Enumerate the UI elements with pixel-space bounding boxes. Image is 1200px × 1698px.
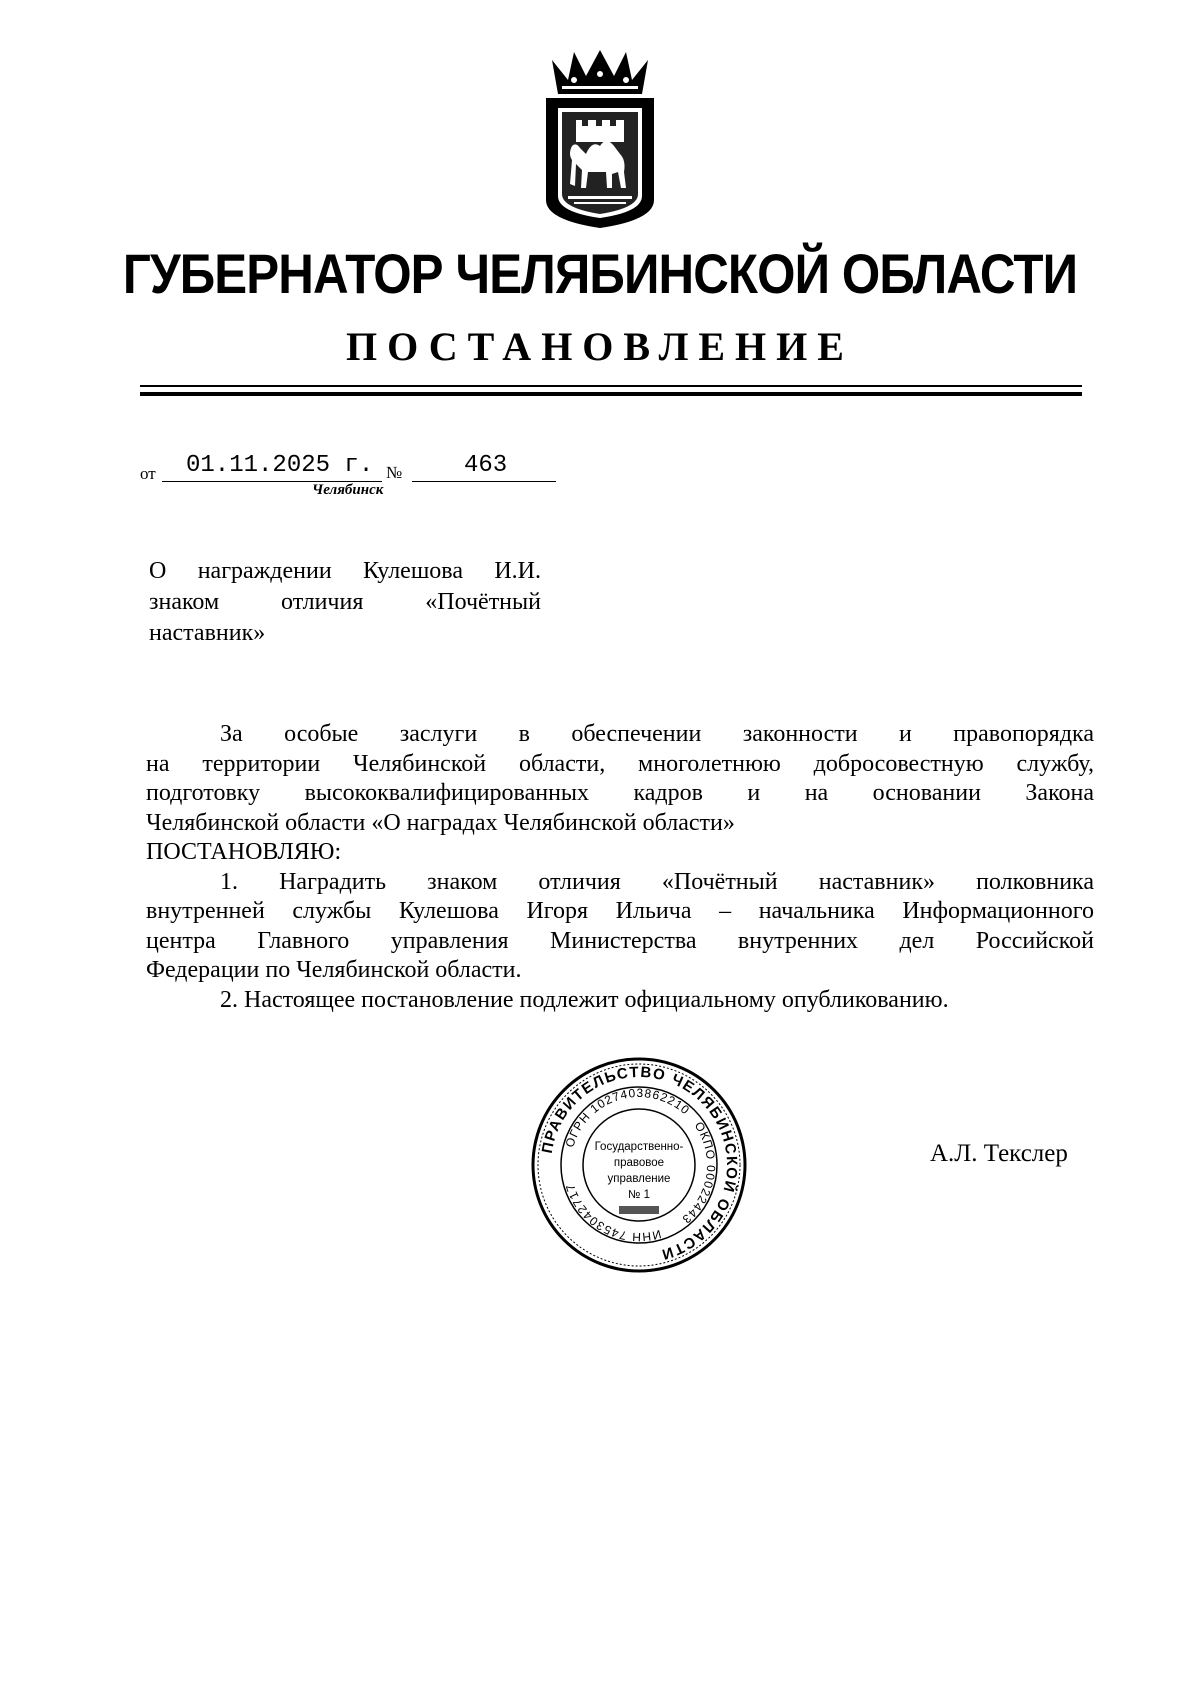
- number-underline: [412, 481, 556, 482]
- decree-word: [146, 838, 1094, 868]
- preamble-line: подготовку высококвалифицированных кадров и на основании Закона: [146, 780, 1094, 806]
- official-seal: [528, 1054, 750, 1276]
- preamble-line: Челябинской области «О наградах Челябинской области»: [146, 809, 735, 836]
- seal-center-line: управление: [607, 1173, 671, 1185]
- item-1-paragraph: [146, 868, 1094, 986]
- seal-center-line: № 1: [628, 1189, 650, 1201]
- item-1-line: Федерации по Челябинской области.: [146, 957, 522, 983]
- subject-line: О награждении Кулешова И.И.: [149, 558, 541, 584]
- item-1-line: центра Главного управления Министерства внутренних дел Российской: [146, 927, 1094, 954]
- item-1-line: внутренней службы Кулешова Игоря Ильича – начальника Информационного: [146, 898, 1094, 924]
- number-prefix: №: [386, 463, 403, 482]
- item-1-line: 1. Наградить знаком отличия «Почётный наставник» полковника: [220, 868, 1094, 895]
- seal-ogrn: ОГРН 1027403862210: [562, 1085, 693, 1150]
- signatory-name: А.Л. Текслер: [930, 1140, 1068, 1167]
- item-2-paragraph: [146, 986, 1094, 1016]
- decree-word-text: ПОСТАНОВЛЯЮ:: [146, 839, 342, 865]
- preamble-paragraph: [146, 720, 1094, 838]
- document-date: 01.11.2025 г.: [186, 452, 374, 479]
- issuing-authority: ГУБЕРНАТОР ЧЕЛЯБИНСКОЙ ОБЛАСТИ: [122, 242, 1078, 305]
- preamble-line: За особые заслуги в обеспечении законности и правопорядка: [220, 721, 1094, 747]
- document-type: ПОСТАНОВЛЕНИЕ: [346, 324, 854, 369]
- header-divider-thin: [140, 385, 1082, 387]
- seal-emblem-mark: [619, 1206, 659, 1214]
- issue-city: Челябинск: [312, 482, 384, 498]
- coat-of-arms-icon: [538, 50, 662, 230]
- preamble-line: на территории Челябинской области, многолетнюю добросовестную службу,: [146, 750, 1094, 777]
- item-2-line: 2. Настоящее постановление подлежит официальному опубликованию.: [220, 986, 949, 1013]
- seal-okpo: ОКПО 00022443: [679, 1119, 719, 1227]
- seal-outer-text: ПРАВИТЕЛЬСТВО ЧЕЛЯБИНСКОЙ ОБЛАСТИ: [538, 1063, 741, 1264]
- date-prefix: от: [140, 464, 156, 483]
- seal-inn: ИНН 7453042717: [562, 1181, 663, 1245]
- seal-center-line: Государственно-: [594, 1141, 684, 1153]
- seal-center-line: правовое: [613, 1157, 665, 1169]
- document-number: 463: [464, 452, 508, 479]
- header-divider-thick: [140, 392, 1082, 396]
- subject-line: знаком отличия «Почётный: [149, 589, 541, 615]
- document-body: [146, 720, 1094, 1015]
- document-subject: [149, 556, 541, 649]
- subject-line: наставник»: [149, 620, 266, 646]
